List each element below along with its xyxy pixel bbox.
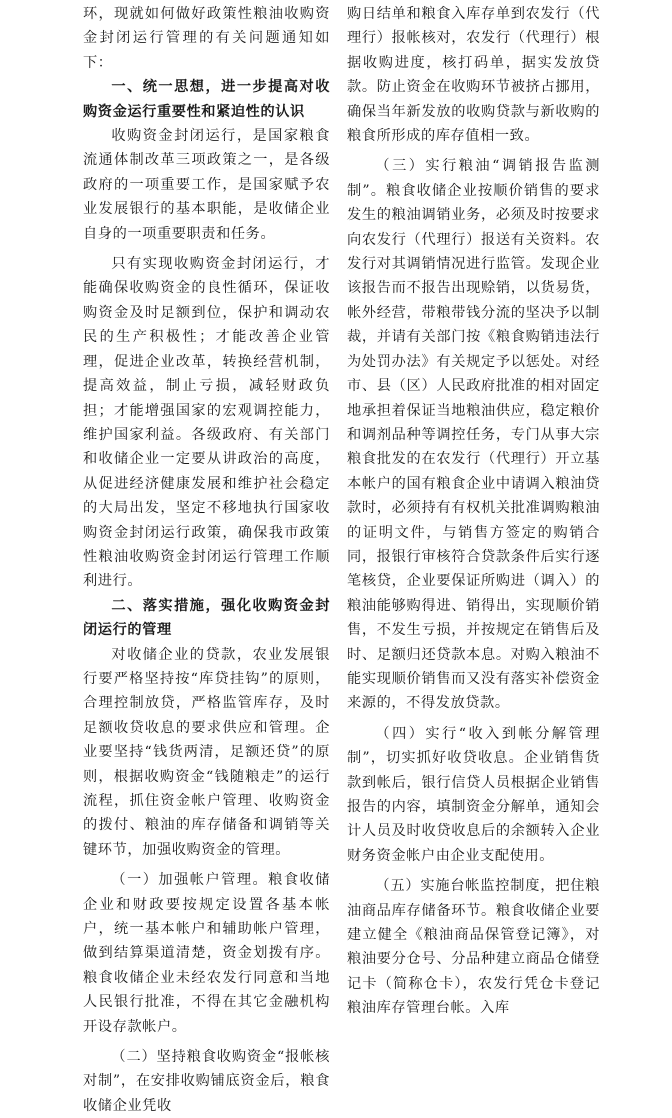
paragraph-income-decomposition: （四）实行“收入到帐分解管理制”，切实抓好收贷收息。企业销售货款到帐后，银行信贷人员根据企业销售报告的内容，填制资金分解单，通知会计人员及时收贷收息后的余额转入企业财务资金帐户由企业支配使用。	[347, 725, 600, 864]
paragraph-account-management: （一）加强帐户管理。粮食收储企业和财政要按规定设置各基本帐户，统一基本帐户和辅助帐户管理，做到结算渠道清楚，资金划拨有序。粮食收储企业未经农发行同意和当地人民银行批准，不得在其它金融机构开设存款帐户。	[83, 872, 330, 1035]
paragraph: 对收储企业的贷款，农业发展银行要严格坚持按“库贷挂钩”的原则，合理控制放贷，严格监管库存，及时足额收贷收息的要求供应和管理。企业要坚持“钱货两清，足额还贷”的原则，根据收购资金“钱随粮走”的运行流程，抓住资金帐户管理、收购资金的拨付、粮油的库存储备和调销等关键环节，加强收购资金的管理。	[83, 646, 330, 858]
paragraph: 只有实现收购资金封闭运行，才能确保收购资金的良性循环，保证收购资金及时足额到位，保护和调动农民的生产积极性；才能改善企业管理，促进企业改革，转换经营机制，提高效益，制止亏损，减轻财政负担；才能增强国家的宏观调控能力，维护国家利益。各级政府、有关部门和收储企业一定要从讲政治的高度，从促进经济健康发展和维护社会稳定的大局出发，坚定不移地执行国家收购资金封闭运行政策，确保我市政策性粮油收购资金封闭运行管理工作顺利进行。	[83, 256, 330, 590]
left-column	[83, 2, 330, 1118]
paragraph-ledger-monitoring: （五）实施台帐监控制度，把住粮油商品库存储备环节。粮食收储企业要建立健全《粮油商品保管登记簿》，对粮油要分仓号、分品种建立商品仓储登记卡（简称仓卡），农发行凭仓卡登记粮油库存管理台帐。入库	[347, 878, 600, 1017]
paragraph-sales-report-monitoring: （三）实行粮油“调销报告监测制”。粮食收储企业按顺价销售的要求发生的粮油调销业务，必须及时按要求向农发行（代理行）报送有关资料。农发行对其调销情况进行监管。发现企业该报告而不报告出现赊销，以货易货，帐外经营，带粮带钱分流的坚决予以制裁，并请有关部门按《粮食购销违法行为处罚办法》有关规定予以惩处。对经市、县（区）人民政府批准的相对固定地承担着保证当地粮油供应，稳定粮价和调剂品种等调控任务，专门从事大宗粮食批发的在农发行（代理行）开立基本帐户的国有粮食企业中请调入粮油贷款时，必须持有有权机关批准调购粮油的证明文件，与销售方签定的购销合同，报银行审核符合贷款条件后实行逐笔核贷，企业要保证所购进（调入）的粮油能够购得进、销得出，实现顺价销售，不发生亏损，并按规定在销售后及时、足额归还贷款本息。对购入粮油不能实现顺价销售而又没有落实补偿资金来源的，不得发放贷款。	[347, 158, 600, 712]
paragraph-reporting-verification: （二）坚持粮食收购资金“报帐核对制”，在安排收购铺底资金后，粮食收储企业凭收	[83, 1049, 330, 1114]
section-heading-1: 一、统一思想，进一步提高对收购资金运行重要性和紧迫性的认识	[83, 79, 330, 120]
paragraph-continued: 购日结单和粮食入库存单到农发行（代理行）报帐核对，农发行（代理行）根据收购进度，核打码单，据实发放贷款。防止资金在收购环节被挤占挪用，确保当年新发放的收购贷款与新收购的粮食所形成的库存值相一致。	[347, 6, 600, 145]
section-heading-2: 二、落实措施，强化收购资金封闭运行的管理	[83, 597, 330, 639]
right-column	[347, 2, 600, 1021]
paragraph: 收购资金封闭运行，是国家粮食流通体制改革三项政策之一，是各级政府的一项重要工作，是国家赋予农业发展银行的基本职能，是收储企业自身的一项重要职责和任务。	[83, 128, 330, 242]
paragraph-intro-continued: 环，现就如何做好政策性粮油收购资金封闭运行管理的有关问题通知如下：	[83, 6, 330, 71]
